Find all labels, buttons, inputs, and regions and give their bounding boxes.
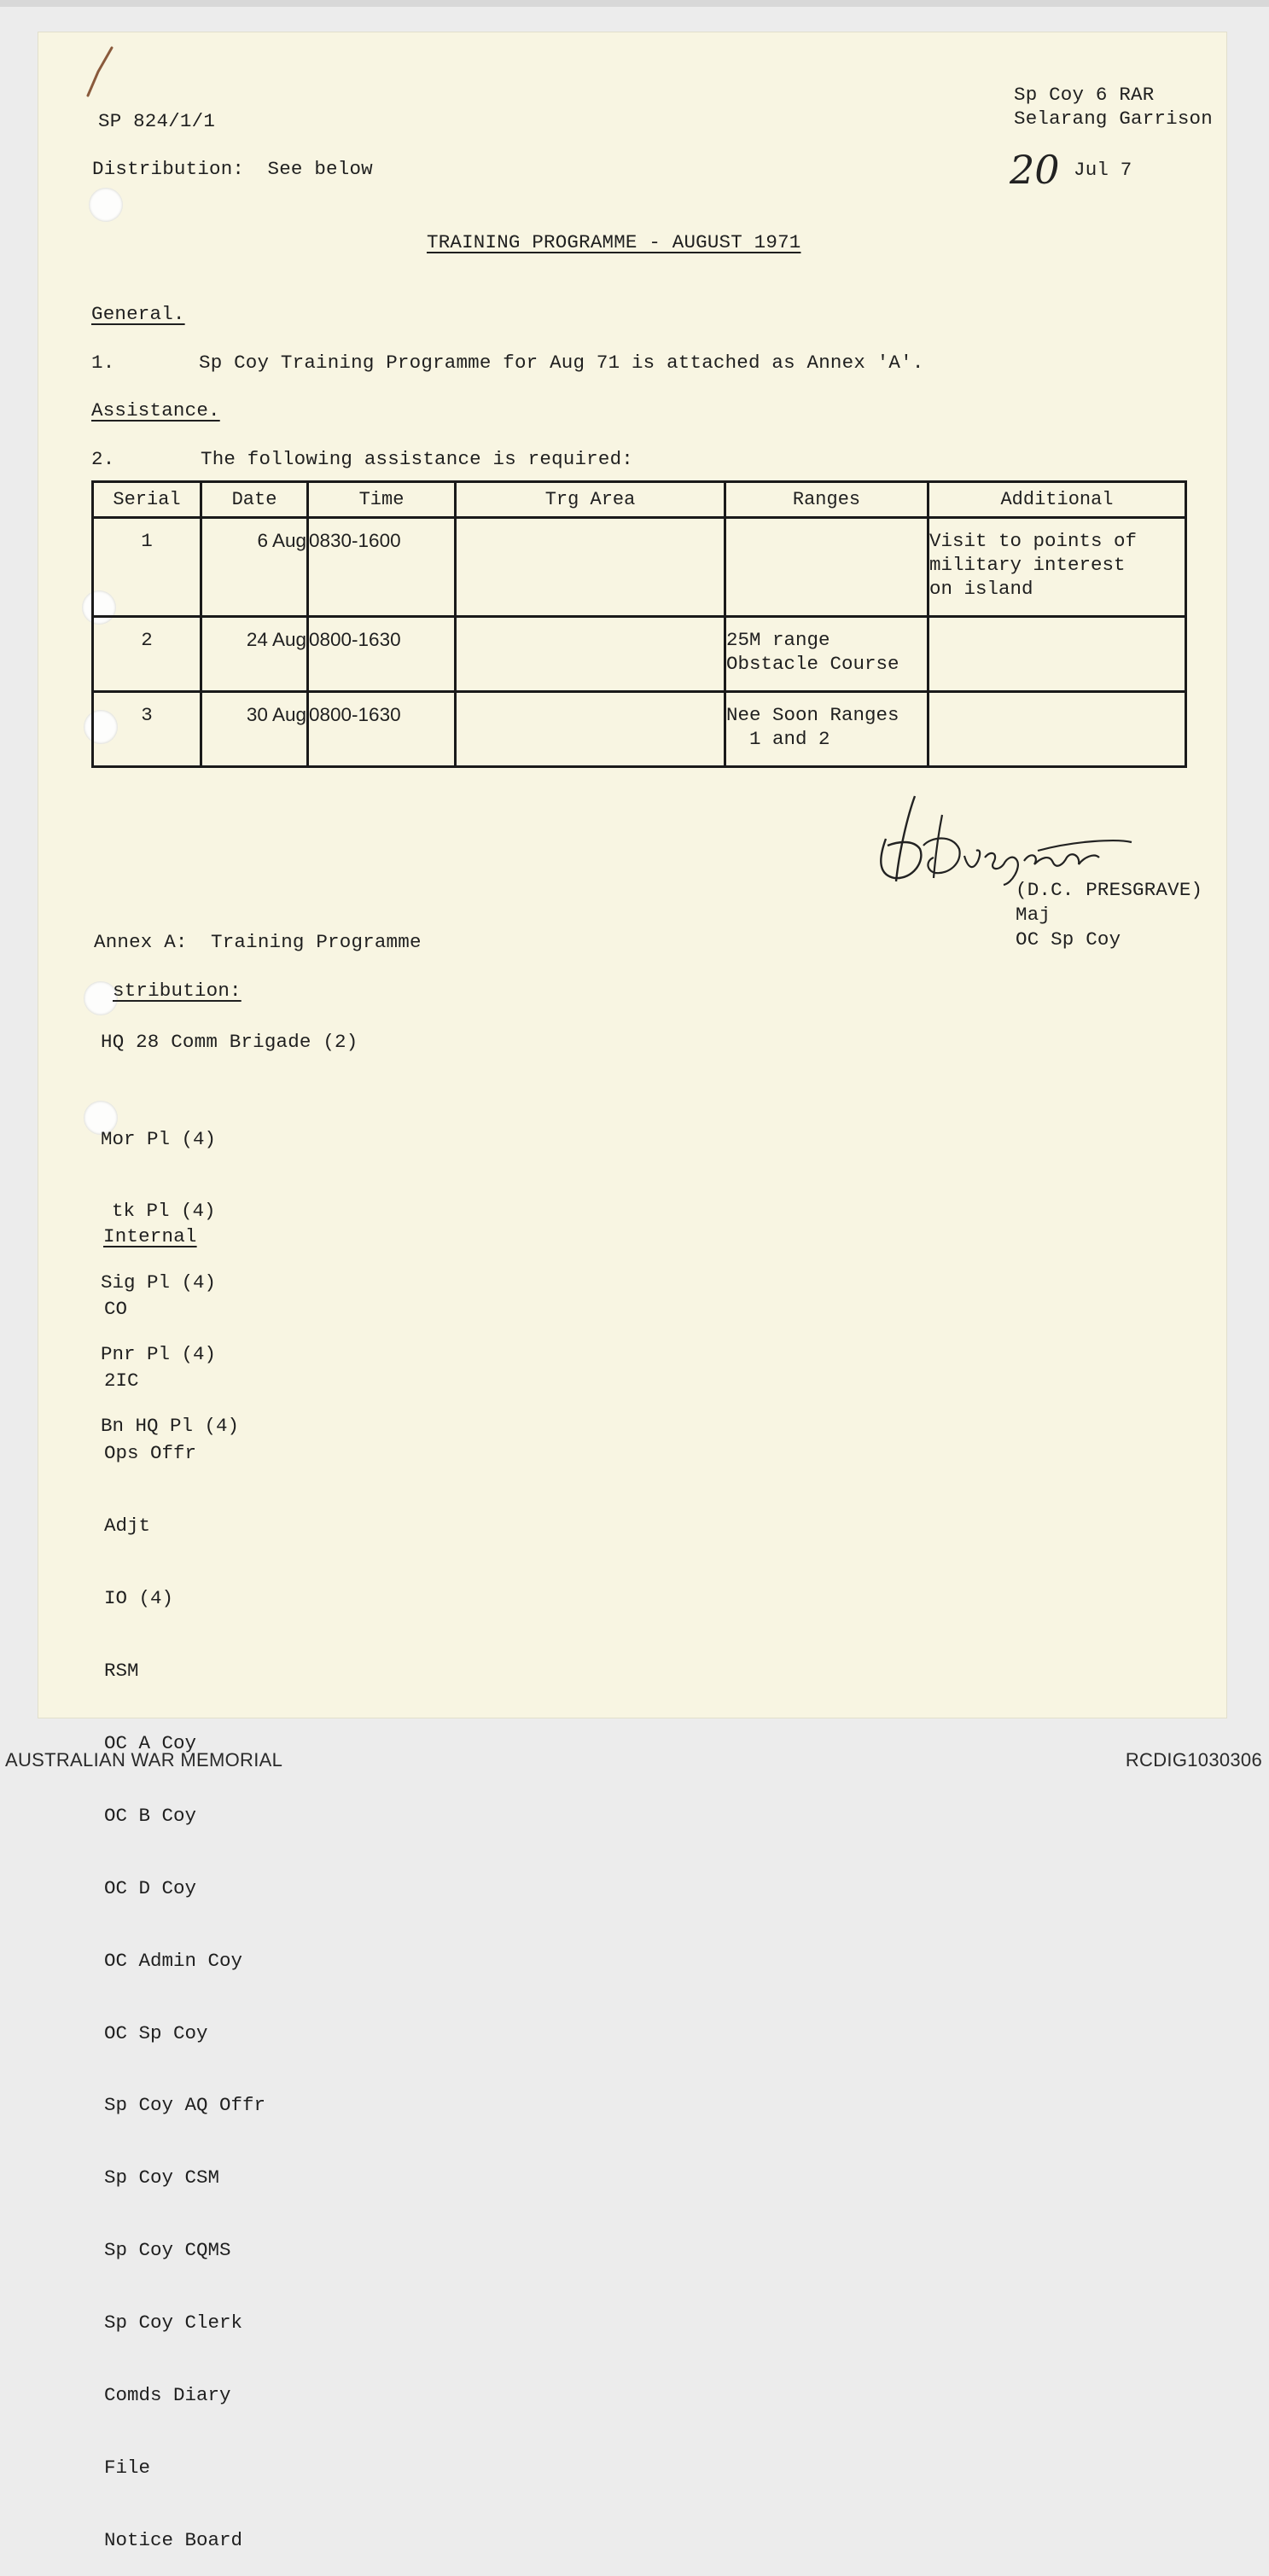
assistance-heading: Assistance. — [91, 399, 220, 422]
pencil-tick-mark — [73, 43, 124, 111]
cell-serial: 3 — [93, 692, 201, 767]
list-item: Mor Pl (4) — [101, 1128, 217, 1150]
column-header-ranges: Ranges — [725, 482, 928, 518]
unit-location: Selarang Garrison — [1014, 108, 1213, 130]
unit-name: Sp Coy 6 RAR — [1014, 84, 1155, 106]
list-item: tk Pl (4) — [112, 1200, 216, 1222]
general-heading: General. — [91, 303, 185, 325]
cell-trg-area — [456, 692, 725, 767]
distribution-line: Distribution: See below — [92, 158, 373, 180]
footer-record-id: RCDIG1030306 — [1125, 1749, 1262, 1771]
paragraph-1-text: Sp Coy Training Programme for Aug 71 is attached as Annex 'A'. — [199, 352, 924, 374]
list-item: Adjt — [104, 1515, 151, 1538]
list-item: Sp Coy Clerk — [104, 2311, 243, 2335]
cell-line: military interest — [929, 554, 1126, 576]
cell-line: Obstacle Course — [726, 653, 899, 675]
table-row — [93, 518, 1186, 617]
signatory-name: (D.C. PRESGRAVE) — [1016, 879, 1203, 901]
cell-time: 0830-1600 — [308, 518, 456, 617]
column-header-date: Date — [201, 482, 308, 518]
typed-date: Jul 7 — [1074, 159, 1132, 181]
list-item: OC Sp Coy — [104, 2021, 208, 2044]
document-title: TRAINING PROGRAMME - AUGUST 1971 — [427, 231, 801, 253]
column-header-trg-area: Trg Area — [456, 482, 725, 518]
table-row — [93, 692, 1186, 767]
scan-top-edge — [0, 0, 1269, 7]
assistance-table — [91, 480, 1187, 768]
list-item: OC A Coy — [104, 1731, 197, 1754]
column-header-additional: Additional — [928, 482, 1186, 518]
signatory-rank: Maj — [1016, 904, 1051, 926]
paragraph-2-text: The following assistance is required: — [201, 448, 633, 470]
cell-additional — [928, 617, 1186, 692]
cell-date: 30 Aug — [201, 692, 308, 767]
cell-additional — [928, 692, 1186, 767]
list-item: File — [104, 2456, 151, 2479]
signatory-appointment: OC Sp Coy — [1016, 928, 1121, 951]
distribution-heading: stribution: — [113, 980, 242, 1002]
table-header-row — [93, 482, 1186, 518]
list-item: Pnr Pl (4) — [101, 1343, 217, 1365]
cell-trg-area — [456, 617, 725, 692]
handwritten-date-day: 20 — [1010, 147, 1060, 193]
column-header-time: Time — [308, 482, 456, 518]
cell-serial: 1 — [93, 518, 201, 617]
list-item: Notice Board — [104, 2528, 243, 2551]
list-item: IO (4) — [104, 1587, 174, 1610]
cell-ranges — [725, 617, 928, 692]
annex-line: Annex A: Training Programme — [94, 931, 422, 953]
list-item: Sp Coy CQMS — [104, 2239, 231, 2262]
cell-line: Nee Soon Ranges — [726, 704, 899, 726]
distribution-internal-list — [104, 1248, 265, 2576]
table-row — [93, 617, 1186, 692]
cell-date: 24 Aug — [201, 617, 308, 692]
cell-date: 6 Aug — [201, 518, 308, 617]
list-item: OC Admin Coy — [104, 1949, 243, 1972]
cell-line: Visit to points of — [929, 530, 1138, 552]
list-item: OC B Coy — [104, 1804, 197, 1827]
cell-line: 25M range — [726, 629, 830, 651]
list-item: Sp Coy CSM — [104, 2166, 220, 2189]
column-header-serial: Serial — [93, 482, 201, 518]
handwritten-signature — [870, 789, 1144, 892]
cell-serial: 2 — [93, 617, 201, 692]
cell-additional — [928, 518, 1186, 617]
internal-heading: Internal — [103, 1225, 197, 1247]
list-item: Ops Offr — [104, 1442, 197, 1465]
cell-line: on island — [929, 578, 1033, 600]
list-item: 2IC — [104, 1369, 139, 1393]
list-item: Comds Diary — [104, 2383, 231, 2406]
list-item: OC D Coy — [104, 1876, 197, 1899]
list-item: Bn HQ Pl (4) — [101, 1415, 240, 1437]
list-item: RSM — [104, 1660, 139, 1683]
cell-time: 0800-1630 — [308, 692, 456, 767]
cell-line: 1 and 2 — [726, 728, 830, 750]
cell-time: 0800-1630 — [308, 617, 456, 692]
cell-ranges — [725, 518, 928, 617]
distribution-external: HQ 28 Comm Brigade (2) — [101, 1031, 358, 1053]
file-reference: SP 824/1/1 — [98, 110, 216, 132]
paragraph-2-number: 2. — [91, 448, 115, 470]
list-item: CO — [104, 1297, 128, 1320]
cell-trg-area — [456, 518, 725, 617]
paragraph-1-number: 1. — [91, 352, 115, 374]
list-item: Sig Pl (4) — [101, 1271, 217, 1294]
list-item: Sp Coy AQ Offr — [104, 2094, 266, 2117]
punch-hole — [89, 188, 123, 222]
cell-ranges — [725, 692, 928, 767]
footer-archive-name: AUSTRALIAN WAR MEMORIAL — [5, 1749, 283, 1771]
